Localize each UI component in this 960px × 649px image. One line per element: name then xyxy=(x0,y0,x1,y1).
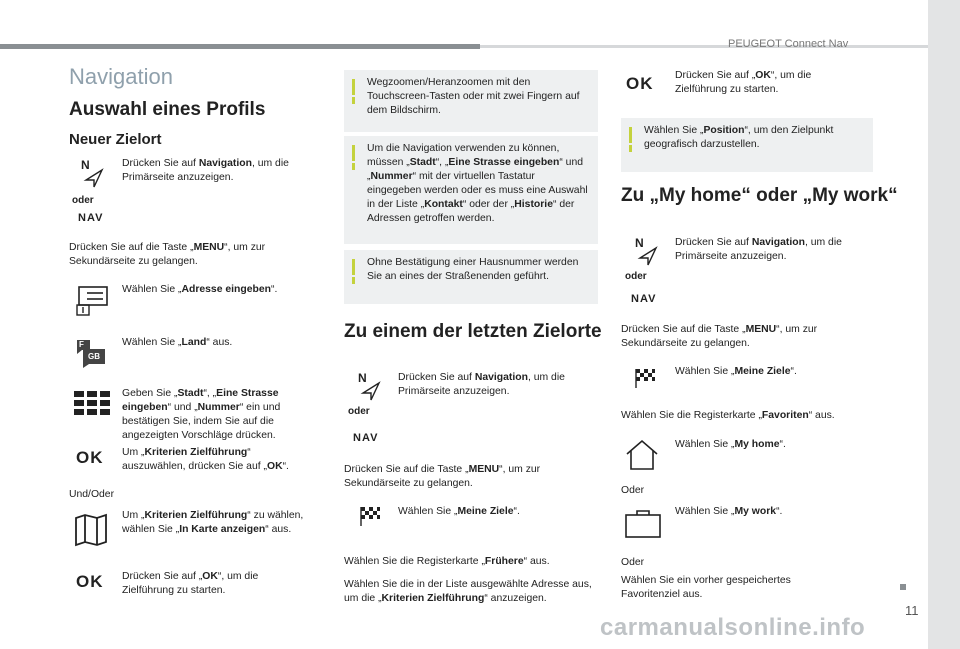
info-marker-icon xyxy=(352,259,355,275)
continuation-marker-icon xyxy=(900,584,906,590)
nav-letter: N xyxy=(81,158,90,172)
checkered-flag-icon xyxy=(359,505,381,527)
step-my-work: Wählen Sie „My work“. xyxy=(675,506,783,517)
info-box-requirements xyxy=(344,136,598,244)
step-press-navigation: Drücken Sie auf Navigation, um die Primärseite anzuzeigen. xyxy=(122,158,289,183)
section-heading-home-work: Zu „My home“ oder „My work“ xyxy=(621,185,898,206)
nav-icon xyxy=(70,155,106,225)
section-heading-recent: Zu einem der letzten Zielorte xyxy=(344,321,602,342)
nav-letter: N xyxy=(635,236,644,250)
info-marker-icon xyxy=(352,277,355,284)
step-previous-tab: Wählen Sie die Registerkarte „Frühere“ aus. xyxy=(344,556,550,567)
nav-icon xyxy=(344,365,384,445)
subheading-new-destination: Neuer Zielort xyxy=(69,131,162,148)
work-briefcase-icon xyxy=(623,507,663,541)
step-enter-city-street: Geben Sie „Stadt“, „Eine Strasse eingeben“ und „Nummer“ ein und bestätigen Sie, indem Sie auf die angezeigten Vorschläge drücken. xyxy=(122,388,281,441)
info-text: Ohne Bestätigung einer Hausnummer werden Sie an eines der Straßenenden geführt. xyxy=(367,257,579,282)
step-saved-favorite: Wählen Sie ein vorher gespeichertes Favoritenziel aus. xyxy=(621,575,791,600)
step-start-guidance: Drücken Sie auf „OK“, um die Zielführung zu starten. xyxy=(675,70,812,95)
step-enter-address: Wählen Sie „Adresse eingeben“. xyxy=(122,284,278,295)
step-press-menu: Drücken Sie auf die Taste „MENU“, um zur Sekundärseite zu gelangen. xyxy=(344,464,541,489)
address-input-icon xyxy=(74,283,110,319)
step-press-navigation: Drücken Sie auf Navigation, um die Primärseite anzuzeigen. xyxy=(398,372,565,397)
flag-letters-gb: GB xyxy=(88,352,100,361)
info-marker-icon xyxy=(352,145,355,161)
nav-letter: N xyxy=(358,371,367,385)
nav-icon xyxy=(621,230,661,308)
country-selector-icon xyxy=(74,338,108,370)
info-text: Wählen Sie „Position“, um den Zielpunkt geografisch darzustellen. xyxy=(644,125,834,150)
step-show-on-map: Um „Kriterien Zielführung“ zu wählen, wählen Sie „In Karte anzeigen“ aus. xyxy=(122,510,304,535)
or-label: Oder xyxy=(621,557,645,568)
info-box-house-number xyxy=(344,250,598,304)
oder-label: oder xyxy=(348,406,370,417)
nav-key-label: NAV xyxy=(631,293,657,305)
step-press-menu: Drücken Sie auf die Taste „MENU“, um zur Sekundärseite zu gelangen. xyxy=(621,324,818,349)
page-number: 11 xyxy=(905,603,919,618)
ok-key-icon: OK xyxy=(76,572,104,591)
or-label: Oder xyxy=(621,485,645,496)
watermark: carmanualsonline.info xyxy=(600,614,866,641)
navigation-arrow-icon xyxy=(637,245,659,267)
running-header: PEUGEOT Connect Nav xyxy=(728,38,849,50)
step-start-guidance: Drücken Sie auf „OK“, um die Zielführung zu starten. xyxy=(122,571,259,596)
oder-label: oder xyxy=(72,195,94,206)
page-edge-band xyxy=(928,0,960,649)
step-select-from-list: Wählen Sie die in der Liste ausgewählte Adresse aus, um die „Kriterien Zielführung“ anzuzeigen. xyxy=(344,579,592,604)
navigation-arrow-icon xyxy=(360,380,382,402)
info-marker-icon xyxy=(352,163,355,170)
flag-letter-f: F xyxy=(79,340,84,349)
map-icon xyxy=(73,512,109,548)
info-text: Um die Navigation verwenden zu können, müssen „Stadt“, „Eine Strasse eingeben“ und „Nummer“ mit der virtuellen Tastatur eingegeben werden oder es muss eine Auswahl in der Liste „Kontakt“ oder der „Historie“ der Adressen getroffen werden. xyxy=(367,143,588,224)
ok-key-icon: OK xyxy=(76,448,104,467)
header-rule-light xyxy=(480,45,928,48)
step-press-menu: Drücken Sie auf die Taste „MENU“, um zur Sekundärseite zu gelangen. xyxy=(69,242,266,267)
step-select-country: Wählen Sie „Land“ aus. xyxy=(122,337,233,348)
step-my-home: Wählen Sie „My home“. xyxy=(675,439,786,450)
section-heading-profile: Auswahl eines Profils xyxy=(69,99,266,120)
step-press-navigation: Drücken Sie auf Navigation, um die Primärseite anzuzeigen. xyxy=(675,237,842,262)
home-icon xyxy=(623,438,661,472)
navigation-arrow-icon xyxy=(83,167,105,189)
step-my-destinations: Wählen Sie „Meine Ziele“. xyxy=(675,366,797,377)
header-rule-dark xyxy=(0,44,480,49)
info-marker-icon xyxy=(352,97,355,104)
checkered-flag-icon xyxy=(634,367,656,389)
info-box-zoom xyxy=(344,70,598,132)
oder-label: oder xyxy=(625,271,647,282)
virtual-keyboard-icon xyxy=(72,388,112,420)
info-text: Wegzoomen/Heranzoomen mit den Touchscreen-Tasten oder mit zwei Fingern auf dem Bildschirm. xyxy=(367,77,580,116)
nav-key-label: NAV xyxy=(353,432,379,444)
step-select-criteria: Um „Kriterien Zielführung“ auszuwählen, drücken Sie auf „OK“. xyxy=(122,447,289,472)
step-my-destinations: Wählen Sie „Meine Ziele“. xyxy=(398,506,520,517)
info-box-position xyxy=(621,118,873,172)
info-marker-icon xyxy=(352,79,355,95)
and-or-label: Und/Oder xyxy=(69,489,115,500)
nav-key-label: NAV xyxy=(78,212,104,224)
info-marker-icon xyxy=(629,127,632,143)
page-title: Navigation xyxy=(69,64,173,89)
info-marker-icon xyxy=(629,145,632,152)
ok-key-icon: OK xyxy=(626,74,654,93)
step-favorites-tab: Wählen Sie die Registerkarte „Favoriten“ aus. xyxy=(621,410,835,421)
